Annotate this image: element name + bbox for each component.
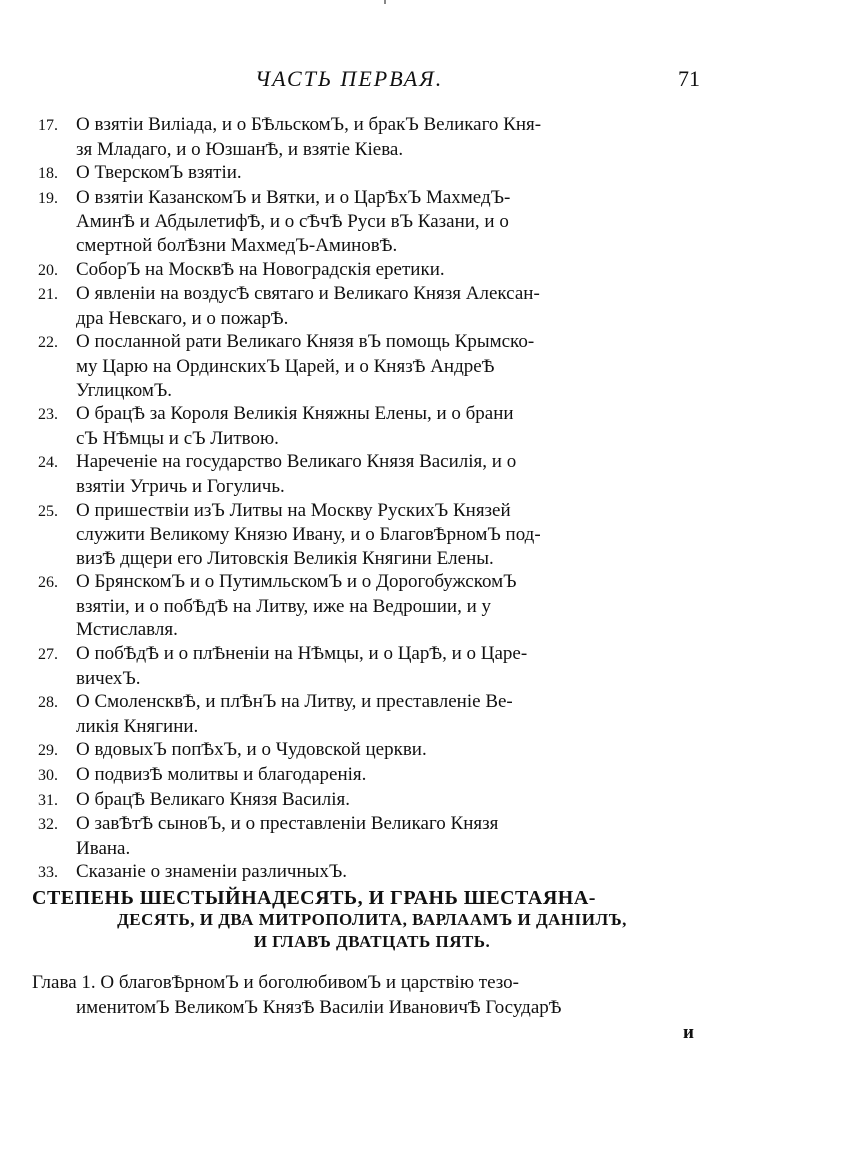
toc-entry — [38, 450, 718, 498]
toc-entry — [38, 763, 718, 788]
toc-entry-text: Сказаніе о знаменіи различныхЪ. — [76, 861, 348, 883]
toc-entry — [38, 812, 718, 860]
toc-entry-number: 23. — [38, 406, 58, 424]
toc-entry-number: 25. — [38, 502, 58, 520]
toc-entry-text: О СмоленсквѢ, и плѢнЪ на Литву, и преставленіе Ве- — [76, 691, 513, 713]
toc-entry-text: УглицкомЪ. — [76, 379, 173, 401]
toc-entry-text: СоборЪ на МосквѢ на Новоградскія еретики. — [76, 258, 445, 280]
toc-entry-text: О пришествіи изЪ Литвы на Москву РускихЪ Князей — [76, 499, 511, 521]
toc-entry — [38, 402, 718, 450]
toc-entry-number: 17. — [38, 117, 58, 134]
toc-entry-text: служити Великому Князю Ивану, и о БлаговѢрномЪ под- — [76, 524, 541, 546]
chapter-title — [32, 970, 704, 1045]
toc-entry-text: О брацѢ Великаго Князя Василія. — [76, 788, 350, 810]
toc-entry-text: Ивана. — [76, 837, 131, 859]
toc-entry — [38, 499, 718, 571]
toc-entry-number: 21. — [38, 286, 58, 304]
toc-entry-text: О БрянскомЪ и о ПутимльскомЪ и о ДорогобужскомЪ — [76, 571, 517, 593]
toc-entry — [38, 186, 718, 258]
toc-entry — [38, 282, 718, 330]
toc-entry-text: ликія Княгини. — [76, 715, 199, 737]
toc-entry-text: дра Невскаго, и о пожарѢ. — [76, 307, 289, 329]
section-heading-line: СТЕПЕНЬ ШЕСТЫЙНАДЕСЯТЬ, И ГРАНЬ ШЕСТАЯНА- — [32, 887, 596, 909]
page-header — [0, 66, 854, 100]
toc-entry-text: взятіи, и о побѢдѢ на Литву, иже на Ведрошии, и у — [76, 595, 491, 617]
toc-entry-text: О взятіи КазанскомЪ и Вятки, и о ЦарѢхЪ МахмедЪ- — [76, 186, 511, 208]
running-title: ЧАСТЬ ПЕРВАЯ. — [255, 66, 444, 91]
toc-entry-text: О побѢдѢ и о плѢненіи на НѢмцы, и о ЦарѢ, и о Царе- — [76, 643, 528, 665]
page-edge-mark — [384, 0, 386, 4]
toc-entry — [38, 570, 718, 642]
toc-entry-text: О завѢтѢ сыновЪ, и о преставленіи Великаго Князя — [76, 813, 499, 835]
toc-entry-text: сЪ НѢмцы и сЪ Литвою. — [76, 427, 279, 449]
toc-entry-number: 32. — [38, 816, 58, 834]
toc-entry — [38, 161, 718, 186]
toc-entry-text: О вдовыхЪ попѢхЪ, и о Чудовской церкви. — [76, 739, 427, 761]
toc-entry-text: О ТверскомЪ взятіи. — [76, 162, 242, 184]
toc-entry — [38, 642, 718, 690]
toc-entry-text: О подвизѢ молитвы и благодаренія. — [76, 764, 367, 786]
toc-entry-text: смертной болѢзни МахмедЪ-АминовѢ. — [76, 234, 398, 256]
toc-entry-text: му Царю на ОрдинскихЪ Царей, и о КнязѢ АндреѢ — [76, 355, 495, 377]
page-number: 71 — [678, 66, 700, 91]
section-heading-line: ДЕСЯТЬ, И ДВА МИТРОПОЛИТА, ВАРЛААМЪ И ДАНІИЛЪ, — [117, 910, 627, 929]
toc-entry-number: 19. — [38, 189, 58, 207]
toc-entry-text: взятіи Угричь и Гогуличь. — [76, 475, 285, 497]
toc-entry-text: Нареченіе на государство Великаго Князя Василія, и о — [76, 451, 517, 473]
toc-entry — [38, 738, 718, 763]
toc-entry-number: 18. — [38, 165, 58, 183]
toc-entry — [38, 860, 718, 885]
toc-entry — [38, 113, 718, 161]
toc-entry-text: визѢ дщери его Литовскія Великія Княгини Елены. — [76, 547, 494, 569]
toc-entry-number: 30. — [38, 767, 58, 785]
toc-entry-text: АминѢ и АбдылетифѢ, и о сѢчѢ Руси вЪ Казани, и о — [76, 211, 509, 233]
table-of-contents — [38, 113, 718, 885]
toc-entry-number: 31. — [38, 791, 58, 809]
section-heading — [32, 887, 712, 953]
catchword: и — [683, 1022, 694, 1043]
toc-entry — [38, 330, 718, 402]
toc-entry-number: 24. — [38, 454, 58, 472]
toc-entry-number: 27. — [38, 646, 58, 664]
chapter-title-line: Глава 1. О благовѢрномЪ и боголюбивомЪ и царствію тезо- — [32, 972, 519, 993]
toc-entry-text: О явленіи на воздусѢ святаго и Великаго Князя Алексан- — [76, 283, 540, 305]
toc-entry-number: 29. — [38, 742, 58, 760]
section-heading-line: И ГЛАВЪ ДВАТЦАТЬ ПЯТЬ. — [253, 932, 491, 951]
toc-entry-text: вичехЪ. — [76, 667, 141, 689]
toc-entry-text: О брацѢ за Короля Великія Княжны Елены, и о брани — [76, 403, 514, 425]
toc-entry — [38, 258, 718, 283]
toc-entry-text: О взятіи Виліада, и о БѢльскомЪ, и бракЪ Великаго Кня- — [76, 114, 542, 135]
toc-entry-number: 28. — [38, 694, 58, 712]
toc-entry — [38, 690, 718, 738]
toc-entry-number: 33. — [38, 864, 58, 882]
toc-entry-text: Мстиславля. — [76, 619, 178, 641]
chapter-title-line: именитомЪ ВеликомЪ КнязѢ Василіи ИвановичѢ ГосударѢ — [76, 997, 562, 1018]
toc-entry-text: О посланной рати Великаго Князя вЪ помощь Крымско- — [76, 331, 535, 353]
toc-entry-number: 26. — [38, 574, 58, 592]
toc-entry-number: 22. — [38, 334, 58, 352]
toc-entry-number: 20. — [38, 261, 58, 279]
toc-entry — [38, 788, 718, 813]
toc-entry-text: зя Младаго, и о ЮзшанѢ, и взятіе Кіева. — [76, 138, 404, 160]
